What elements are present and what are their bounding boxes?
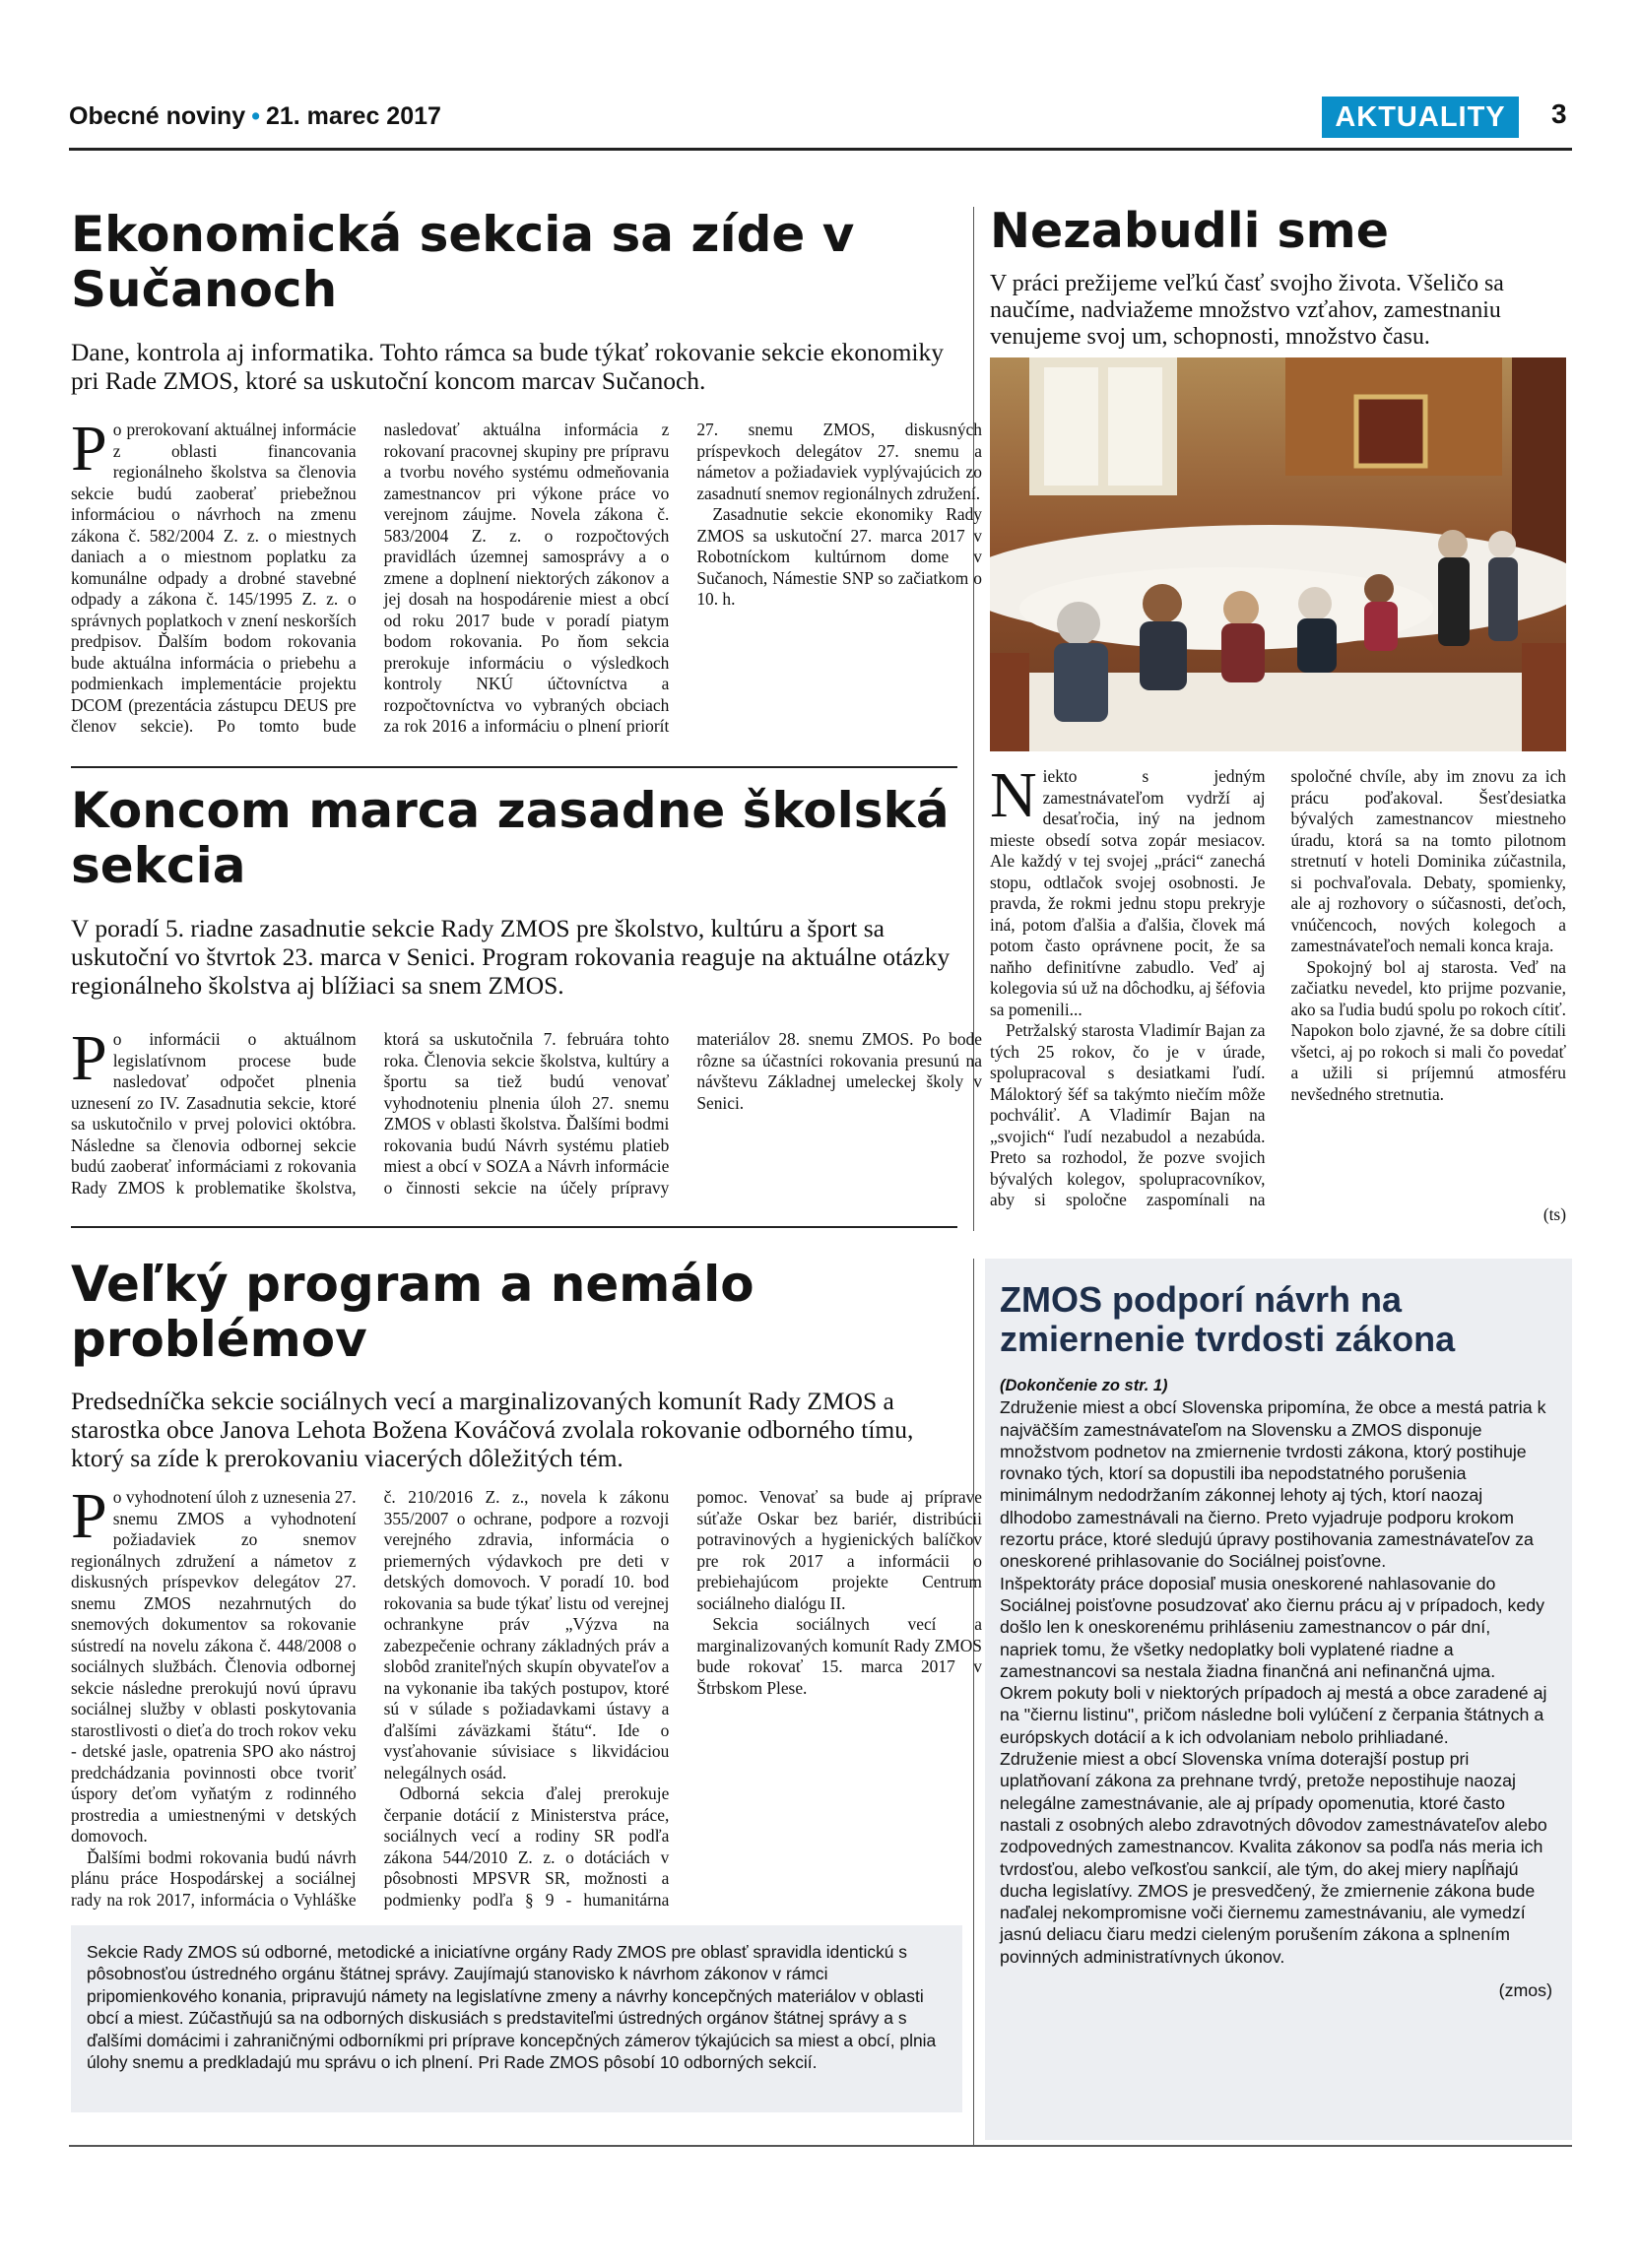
article-nezabudli-p1: iekto s jedným zamestnávateľom vydrží aj desaťročia, iný na jednom mieste obsedí sotva zopár mesiacov. Ale každý v tej svojej „práci“ zanechá stopu, odtlačok svojej osobnosti. Je pravda, že rokmi jednu stopu prekryje iná, potom ďalšia a ďalšia, človek má potom často oprávnene pocit, že sa naňho definitívne zabudlo. Veď aj kolegovia sú už na dôchodku, aj šéfovia sa pomenili... [990,766,1266,1019]
article-rule [71,766,957,768]
article-ekonomicka-text: o prerokovaní aktuálnej informácie z oblasti financovania regionálneho školstva sa členovia sekcie budú zaoberať priebežnou informáciou o návrhoch na zmenu zákona č. 582/2004 Z. z. o miestnych daniach a o miestnom poplatku za komunálne odpady a drobné stavebné odpady a zákona č. 145/1995 Z. z. o správnych poplatkoch v znení neskorších predpisov. Ďalším bodom rokovania bude aktuálna informácia o priebehu a podmienkach implementácie projektu DCOM (prezentácia zástupcu DEUS pre členov sekcie). Po tomto bude nasledovať aktuálna informácia z rokovaní pracovnej skupiny pre prípravu a tvorbu nového systému odmeňovania zamestnancov pri výkone práce vo verejnom záujme. Novela zákona č. 583/2004 Z. z. o rozpočtových pravidlách územnej samosprávy a o zmene a doplnení niektorých zákonov a jej dosah na hospodárenie miest a obcí od roku 2017 bude v poradí piatym bodom rokovania. Po ňom sekcia prerokuje informáciu o výsledkoch kontroly NKÚ účtovníctva a rozpočtovníctva vo vybraných obciach za rok 2016 a informáciu o plnení priorít 27. snemu ZMOS, diskusných príspevkoch delegátov 27. snemu a námetov a požiadaviek vyplývajúcich zo zasadnutí snemov regionálnych združení. [71,420,982,736]
event-photo-image [990,357,1566,751]
article-nezabudli-lead: V práci prežijeme veľkú časť svojho života. Všeličo sa naučíme, nadviažeme množstvo vzťahov, zamestnaniu venujeme svoj um, schopnosti, množstvo času. [990,271,1504,350]
article-skolska-lead: V poradí 5. riadne zasadnutie sekcie Rady ZMOS pre školstvo, kultúru a šport sa uskutoční vo štvrtok 23. marca v Senici. Program rokovania reaguje na aktuálne otázky regionálneho školstva aj blížiaci sa snem ZMOS. [71,914,951,1000]
article-skolska-body [71,1022,982,1216]
article-zmos-p1: Združenie miest a obcí Slovenska pripomína, že obce a mestá patria k najväčším zamestnávateľom na Slovensku a ZMOS disponuje množstvom podnetov na zmiernenie tvrdosti zákona, ktorý postihuje rovnako tých, ktorí sa dopustili iba nepodstatného porušenia minimálnym nedodržaním zákonnej lehoty aj tých, ktorí naozaj dlhodobo zamestnávali na čierno. Preto vyjadruje podporu krokom rezortu práce, ktoré sledujú úpravy postihovania zamestnávateľov za oneskorené prihlasovanie do Sociálnej poisťovne. [1000,1397,1546,1572]
section-tag: AKTUALITY [1322,97,1519,138]
masthead [69,102,441,131]
sections-info-box [71,1925,962,2112]
article-velky-program-p1: o vyhodnotení úloh z uznesenia 27. snemu ZMOS a vyhodnotení požiadaviek zo snemov regionálnych združení a námetov z diskusných príspevkov delegátov 27. snemu ZMOS nezahrnutých do snemových dokumentov sa rokovanie sústredí na novelu zákona č. 448/2008 o sociálnych službách. Členovia odbornej sekcie následne prerokujú novú úpravu sociálnej služby v oblasti poskytovania starostlivosti o dieťa do troch rokov veku - detské jasle, opatrenia SPO ako nástroj predchádzania povinnosti obce tvoriť úspory deťom vyňatým z rodinného prostredia a umiestnenými v detských domovoch. [71,1487,357,1846]
article-nezabudli-title: Nezabudli sme [990,203,1389,259]
article-velky-program-p2: Ďalšími bodmi rokovania budú návrh plánu práce Hospodárskej a sociálnej rady na rok 2017, informácia o Vyhláške č. 210/2016 Z. z., novela k zákonu 355/2007 o ochrane, podpore a rozvoji verejného zdravia, informácia o priemerných výdavkoch pre deti v detských domovoch. V poradí 10. bod rokovania sa bude týkať listu od verejnej ochrankyne práv „Výzva na zabezpečenie ochrany základných práv a slobôd zraniteľných skupín obyvateľov a na vykonanie iba takých postupov, ktoré sú v súlade s požiadavkami ústavy a ďalšími záväzkami štátu“. Ide o vysťahovanie súvisiace s likvidáciou nelegálnych osád. [71,1487,670,1910]
issue-date: 21. marec 2017 [265,102,441,130]
article-velky-program-body [71,1480,982,1912]
article-ekonomicka-lead: Dane, kontrola aj informatika. Tohto rámca sa bude týkať rokovanie sekcie ekonomiky pri Rade ZMOS, ktoré sa uskutoční koncom marcav Sučanoch. [71,338,944,395]
dropcap: P [71,1480,107,1552]
sections-info-text: Sekcie Rady ZMOS sú odborné, metodické a iniciatívne orgány Rady ZMOS pre oblasť spravidla identickú s pôsobnosťou ústredného orgánu štátnej správy. Zaujímajú stanovisko k návrhom zákonov v rámci pripomienkového konania, pripravujú námety na legislatívne zmeny a návrhy koncepčných materiálov v oblasti obcí a miest. Zúčastňujú sa na odborných diskusiách s predstaviteľmi ústredných orgánov štátnej správy a s ďalšími domácimi i zahraničnými odborníkmi pri príprave koncepčných zámerov týkajúcich sa miest a obcí, plnia úlohy snemu a predkladajú mu správu o ich plnení. Pri Rade ZMOS pôsobí 10 odborných sekcií. [87,1942,937,2073]
article-zmos-title: ZMOS podporí návrh na zmiernenie tvrdosti zákona [1000,1279,1456,1359]
article-nezabudli-body [990,759,1566,1219]
masthead-separator: • [251,102,260,130]
article-zmos-signature: (zmos) [1498,1980,1552,2001]
footer-rule [69,2145,1572,2147]
article-skolska-text: o informácii o aktuálnom legislatívnom procese bude nasledovať odpočet plnenia uznesení zo IV. Zasadnutia sekcie, ktoré sa uskutočnilo v prvej polovici októbra. Následne sa členovia odbornej sekcie budú zaoberať informáciami z rokovania Rady ZMOS k problematike školstva, ktorá sa uskutočnila 7. februára tohto roka. Členovia sekcie školstva, kultúry a športu sa tiež budú venovať vyhodnoteniu plnenia úloh 27. snemu ZMOS v oblasti školstva. Ďalšími bodmi rokovania budú Návrh systému platieb miest a obcí v SOZA a Návrh informácie o činnosti sekcie na účely prípravy materiálov 28. snemu ZMOS. Po bode rôzne sa účastníci rokovania presunú na návštevu Základnej umeleckej školy v Senici. [71,1029,982,1198]
article-ekonomicka-closing: Zasadnutie sekcie ekonomiky Rady ZMOS sa uskutoční 27. marca 2017 v Robotníckom kultúrnom dome v Sučanoch, Námestie SNP so začiatkom o 10. h. [696,504,982,609]
article-velky-program-p4: Sekcia sociálnych vecí a marginalizovaných komunít Rady ZMOS bude rokovať 15. marca 2017 v Štrbskom Plese. [696,1614,982,1698]
article-nezabudli-p2: Petržalský starosta Vladimír Bajan za tých 25 rokov, čo je v úrade, spolupracoval s desiatkami ľudí. Máloktorý šéf sa takýmto niečím môže pochváliť. A Vladimír Bajan na „svojich“ ľudí nezabudol a nezabúda. Preto sa rozhodol, že pozve svojich bývalých kolegov, spolupracovníkov, aby si spoločne zaspomínali na spoločné chvíle, aby im znovu za ich prácu poďakoval. Šesťdesiatka bývalých zamestnancov miestneho úradu, ktorá sa na tomto pilotnom stretnutí v hoteli Dominika zúčastnila, si pochvaľovala. Debaty, spomienky, ale aj rozhovory o súčasnosti, deťoch, vnúčencoch, nových kolegoch a zamestnávateľoch nemali konca kraja. [990,766,1566,1209]
article-rule [71,1226,957,1228]
article-nezabudli-p3: Spokojný bol aj starosta. Veď na začiatku nevedel, kto prijme pozvanie, ako sa ľudia budú spolu po rokoch cítiť. Napokon bolo zjavné, že sa dobre cítili všetci, aj po rokoch si mali čo povedať a užili si príjemnú atmosféru nevšedného stretnutia. [1290,956,1566,1104]
article-skolska-title: Koncom marca zasadne školská sekcia [71,782,950,894]
article-zmos-continued: (Dokončenie zo str. 1) [1000,1377,1168,1394]
article-nezabudli-signature: (ts) [1542,1204,1566,1224]
article-zmos-p3: Združenie miest a obcí Slovenska vníma doterajší postup pri uplatňovaní zákona za prehnane tvrdý, pretože nepostihuje naozaj nelegálne zamestnávanie, ale aj prípady opomenutia, ktoré často nastali z osobných alebo zdravotných dôvodov zamestnávateľov alebo zodpovedných zamestnancov. Kvalita zákonov sa podľa nás meria ich tvrdosťou, alebo veľkosťou sankcií, ale tým, do akej miery napĺňajú ducha legislatívy. ZMOS je presvedčený, že zmiernenie zákona bude naďalej nekompromisne voči čiernemu zamestnávaniu, ale vymedzí jasnú deliacu čiaru medzi cieleným porušením zákona a splnením povinných administratívnych úkonov. [1000,1749,1547,1967]
dropcap: P [71,1022,107,1094]
zmos-box [985,1259,1572,2140]
page-number: 3 [1551,98,1567,129]
article-velky-program-p3: Odborná sekcia ďalej prerokuje čerpanie dotácií z Ministerstva práce, sociálnych vecí a rodiny SR podľa zákona 544/2010 Z. z. o dotáciách v pôsobnosti MPSVR SR, možnosti a podmienky podľa § 9 - humanitárna pomoc. Venovať sa bude aj príprave súťaže Oskar bez bariér, distribúcii potravinových a hygienických balíčkov pre rok 2017 a informácii o prebiehajúcom projekte Centrum sociálneho dialógu II. [383,1487,982,1910]
article-velky-program-title: Veľký program a nemálo problémov [71,1256,754,1368]
paper-name: Obecné noviny [69,102,246,130]
header-rule [69,148,1572,151]
article-ekonomicka-title: Ekonomická sekcia sa zíde v Sučanoch [71,206,855,318]
dropcap: N [990,759,1037,831]
article-velky-program-lead: Predsedníčka sekcie sociálnych vecí a marginalizovaných komunít Rady ZMOS a starostka obce Janova Lehota Božena Kováčová zvolala rokovanie odborného tímu, ktorý sa zíde k prerokovaniu viacerých dôležitých tém. [71,1387,914,1472]
event-photo [990,357,1566,751]
dropcap: P [71,413,107,485]
article-ekonomicka-body [71,413,982,750]
article-zmos-p2: Inšpektoráty práce doposiaľ musia oneskorené nahlasovanie do Sociálnej poisťovne posudzovať ako čiernu prácu aj v prípadoch, kedy došlo len k oneskorenému prihláseniu zamestnancov o pár dní, napriek tomu, že všetky nedoplatky boli vyplatené riadne a zamestnancovi sa nestala žiadna finančná ani nefinančná ujma. Okrem pokuty boli v niektorých prípadoch aj mestá a obce zaradené aj na "čiernu listinu", pričom následne boli vylúčení z čerpania štátnych a európskych dotácií a k ich odvolaniam nebolo prihliadané. [1000,1573,1547,1747]
